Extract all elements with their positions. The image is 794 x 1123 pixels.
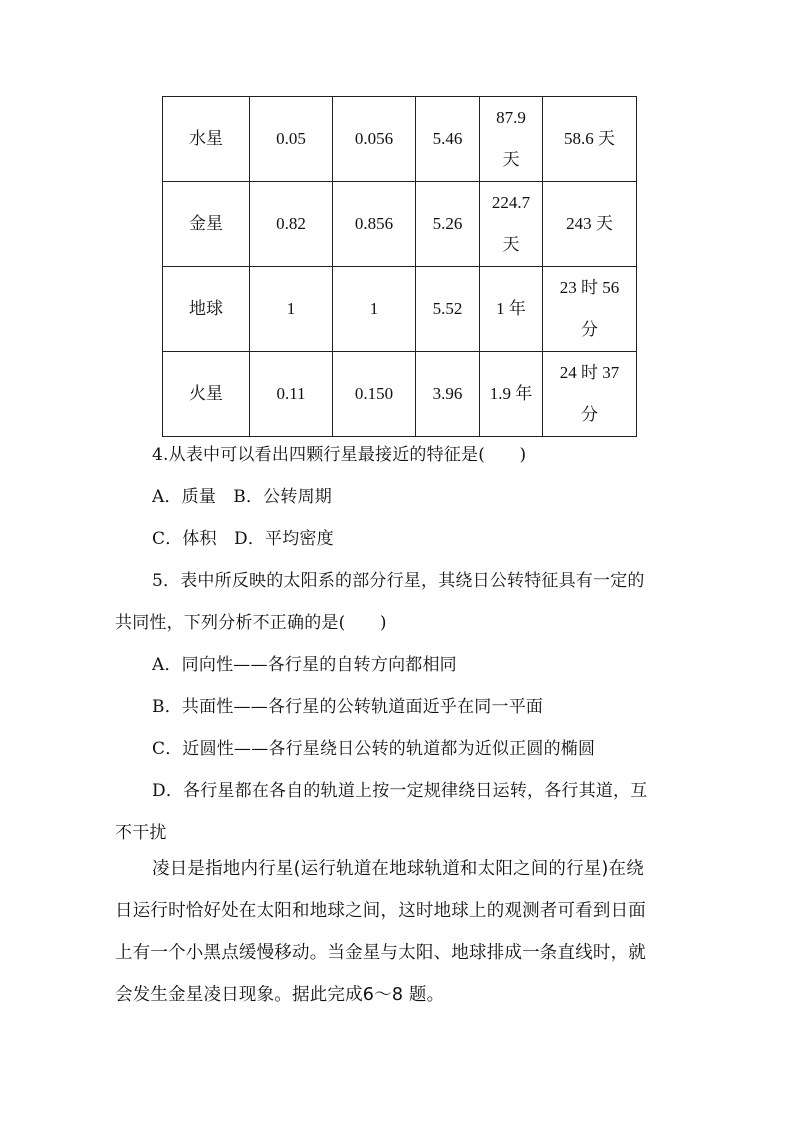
table-row (163, 97, 637, 182)
cell-value: 5.26 (432, 214, 463, 233)
table-cell (416, 182, 480, 267)
table-cell (416, 267, 480, 352)
cell-value: 0.82 (276, 214, 306, 233)
table-row (163, 352, 637, 437)
table-cell (333, 182, 416, 267)
table-row (163, 267, 637, 352)
passage-line: 会发生金星凌日现象。据此完成6～8 题。 (115, 985, 445, 1005)
table-cell (543, 267, 637, 352)
cell-value: 5.46 (432, 129, 463, 148)
question-4-stem: 4.从表中可以看出四颗行星最接近的特征是( ) (152, 445, 527, 465)
cell-value: 243 天 (566, 214, 613, 233)
planet-name: 金星 (189, 214, 223, 233)
table-cell (250, 97, 333, 182)
cell-value: 0.05 (276, 129, 306, 148)
table-cell (480, 97, 543, 182)
table-cell (250, 352, 333, 437)
reading-passage (115, 848, 687, 1016)
table-cell (543, 97, 637, 182)
table-cell (333, 352, 416, 437)
table-cell (543, 352, 637, 437)
cell-value: 5.52 (432, 299, 463, 318)
passage-line: 凌日是指地内行星(运行轨道在地球轨道和太阳之间的行星)在绕 (152, 859, 644, 879)
table-cell (416, 352, 480, 437)
table-cell (250, 267, 333, 352)
table-cell (480, 352, 543, 437)
planet-data-table (162, 96, 637, 437)
cell-value: 1.9 年 (489, 384, 533, 403)
cell-value-cont: 分 (581, 320, 598, 339)
cell-value-cont: 天 (502, 235, 520, 254)
cell-value: 1 年 (496, 299, 526, 318)
cell-value: 224.7 (491, 193, 531, 212)
question-5-stem: 5．表中所反映的太阳系的部分行星，其绕日公转特征具有一定的 (152, 571, 645, 591)
cell-value: 0.150 (354, 384, 394, 403)
passage-line: 上有一个小黑点缓慢移动。当金星与太阳、地球排成一条直线时，就 (115, 943, 646, 963)
planet-name: 水星 (189, 129, 223, 148)
cell-value: 1 (286, 299, 296, 318)
table-cell (480, 182, 543, 267)
table-row (163, 182, 637, 267)
question-5-stem-cont: 共同性，下列分析不正确的是( ) (115, 613, 387, 633)
cell-value: 0.056 (354, 129, 394, 148)
question-5-option-d-cont: 不干扰 (115, 823, 167, 843)
question-5-option-b: B．共面性——各行星的公转轨道面近乎在同一平面 (152, 697, 544, 717)
cell-value-cont: 天 (502, 150, 520, 169)
cell-value: 87.9 (496, 108, 526, 127)
planet-name: 地球 (189, 299, 223, 318)
table-cell (480, 267, 543, 352)
planet-name: 火星 (189, 384, 223, 403)
question-4-options-ab: A．质量 B．公转周期 (152, 487, 332, 507)
question-5-option-a: A．同向性——各行星的自转方向都相同 (152, 655, 457, 675)
table-cell (163, 267, 250, 352)
table-cell (416, 97, 480, 182)
question-block (115, 434, 689, 854)
table-cell (163, 182, 250, 267)
table-cell (543, 182, 637, 267)
cell-value: 24 时 37 (559, 363, 620, 382)
question-5-option-c: C．近圆性——各行星绕日公转的轨道都为近似正圆的椭圆 (152, 739, 596, 759)
cell-value: 0.856 (354, 214, 394, 233)
table-cell (163, 352, 250, 437)
cell-value: 0.11 (276, 384, 306, 403)
question-5-option-d: D．各行星都在各自的轨道上按一定规律绕日运转，各行其道，互 (152, 781, 648, 801)
table-cell (333, 267, 416, 352)
cell-value: 1 (369, 299, 379, 318)
table-cell (250, 182, 333, 267)
passage-line: 日运行时恰好处在太阳和地球之间，这时地球上的观测者可看到日面 (115, 901, 646, 921)
cell-value: 3.96 (432, 384, 463, 403)
cell-value: 58.6 天 (564, 129, 615, 148)
question-4-options-cd: C．体积 D．平均密度 (152, 529, 334, 549)
cell-value: 23 时 56 (559, 278, 620, 297)
table-cell (333, 97, 416, 182)
table-cell (163, 97, 250, 182)
cell-value-cont: 分 (581, 405, 598, 424)
